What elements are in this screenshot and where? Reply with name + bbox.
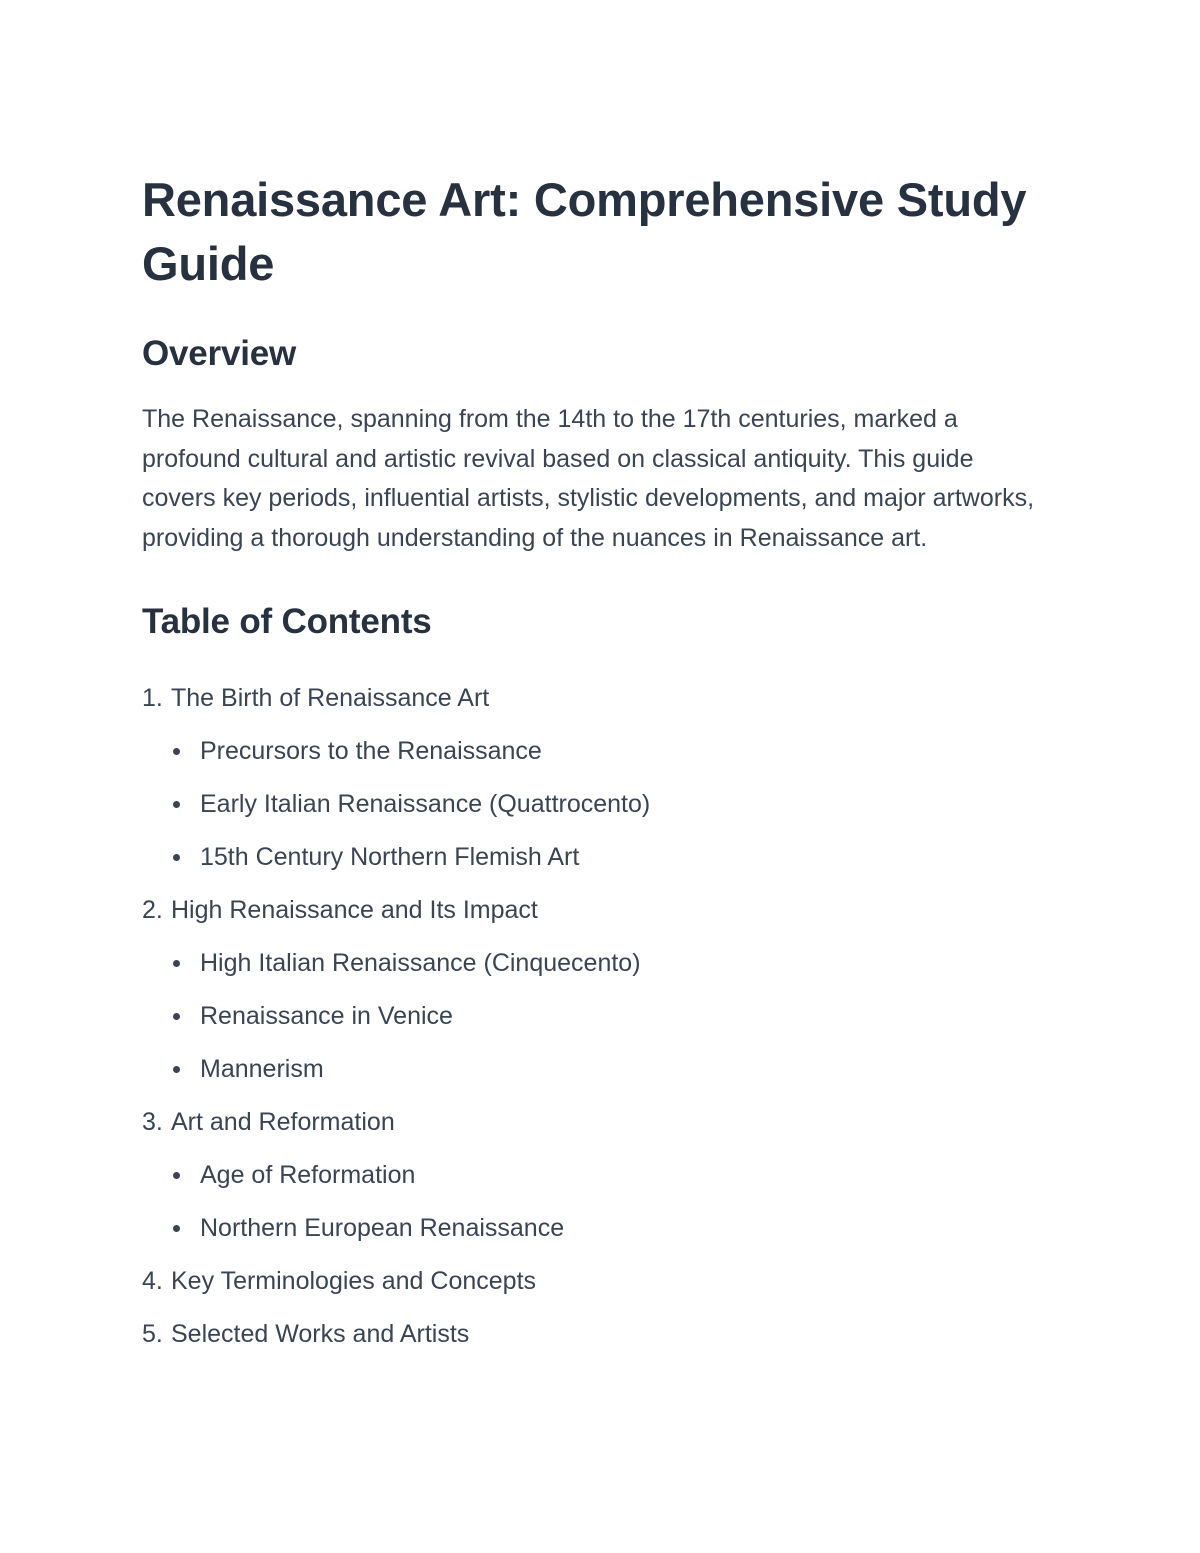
toc-subitem (142, 1202, 1062, 1255)
toc-subitem-label: High Italian Renaissance (Cinquecento) (200, 949, 641, 977)
bullet-icon (173, 1172, 180, 1179)
toc-subitem (142, 1043, 1062, 1096)
toc-item-5 (142, 1308, 1062, 1361)
toc-item-number: 5. (142, 1320, 163, 1348)
toc-subitem (142, 831, 1062, 884)
table-of-contents (142, 672, 1062, 1361)
toc-subitem (142, 1149, 1062, 1202)
overview-paragraph: The Renaissance, spanning from the 14th to the 17th centuries, marked a profound cultural and artistic revival based on classical antiquity. This guide covers key periods, influential artists, stylistic developments, and major artworks, providing a thorough understanding of the nuances in Renaissance art. (142, 405, 1035, 552)
toc-heading: Table of Contents (142, 602, 432, 641)
toc-sublist (142, 1149, 1062, 1255)
toc-item-number: 1. (142, 684, 163, 712)
toc-item-number: 2. (142, 896, 163, 924)
toc-item-number: 3. (142, 1108, 163, 1136)
toc-item-label: Key Terminologies and Concepts (171, 1267, 537, 1295)
toc-subitem (142, 937, 1062, 990)
toc-sublist (142, 937, 1062, 1096)
bullet-icon (173, 960, 180, 967)
overview-heading: Overview (142, 334, 297, 373)
document-title: Renaissance Art: Comprehensive Study Guide (142, 173, 1027, 290)
toc-item-4 (142, 1255, 1062, 1308)
toc-item-label: The Birth of Renaissance Art (171, 684, 490, 712)
toc-item-label: Art and Reformation (171, 1108, 395, 1136)
toc-subitem-label: 15th Century Northern Flemish Art (200, 843, 580, 871)
toc-item-1 (142, 672, 1062, 884)
toc-sublist (142, 725, 1062, 884)
bullet-icon (173, 1225, 180, 1232)
bullet-icon (173, 748, 180, 755)
bullet-icon (173, 854, 180, 861)
toc-item-2 (142, 884, 1062, 1096)
toc-subitem-label: Northern European Renaissance (200, 1214, 565, 1242)
toc-subitem (142, 778, 1062, 831)
toc-item-3 (142, 1096, 1062, 1255)
toc-subitem-label: Mannerism (200, 1055, 324, 1083)
bullet-icon (173, 801, 180, 808)
toc-subitem-label: Precursors to the Renaissance (200, 737, 542, 765)
document-page (142, 168, 1062, 1361)
toc-subitem-label: Renaissance in Venice (200, 1002, 453, 1030)
toc-item-label: Selected Works and Artists (171, 1320, 470, 1348)
bullet-icon (173, 1013, 180, 1020)
toc-subitem (142, 990, 1062, 1043)
toc-subitem-label: Age of Reformation (200, 1161, 416, 1189)
bullet-icon (173, 1066, 180, 1073)
toc-subitem (142, 725, 1062, 778)
toc-subitem-label: Early Italian Renaissance (Quattrocento) (200, 790, 651, 818)
toc-item-number: 4. (142, 1267, 163, 1295)
toc-item-label: High Renaissance and Its Impact (171, 896, 538, 924)
